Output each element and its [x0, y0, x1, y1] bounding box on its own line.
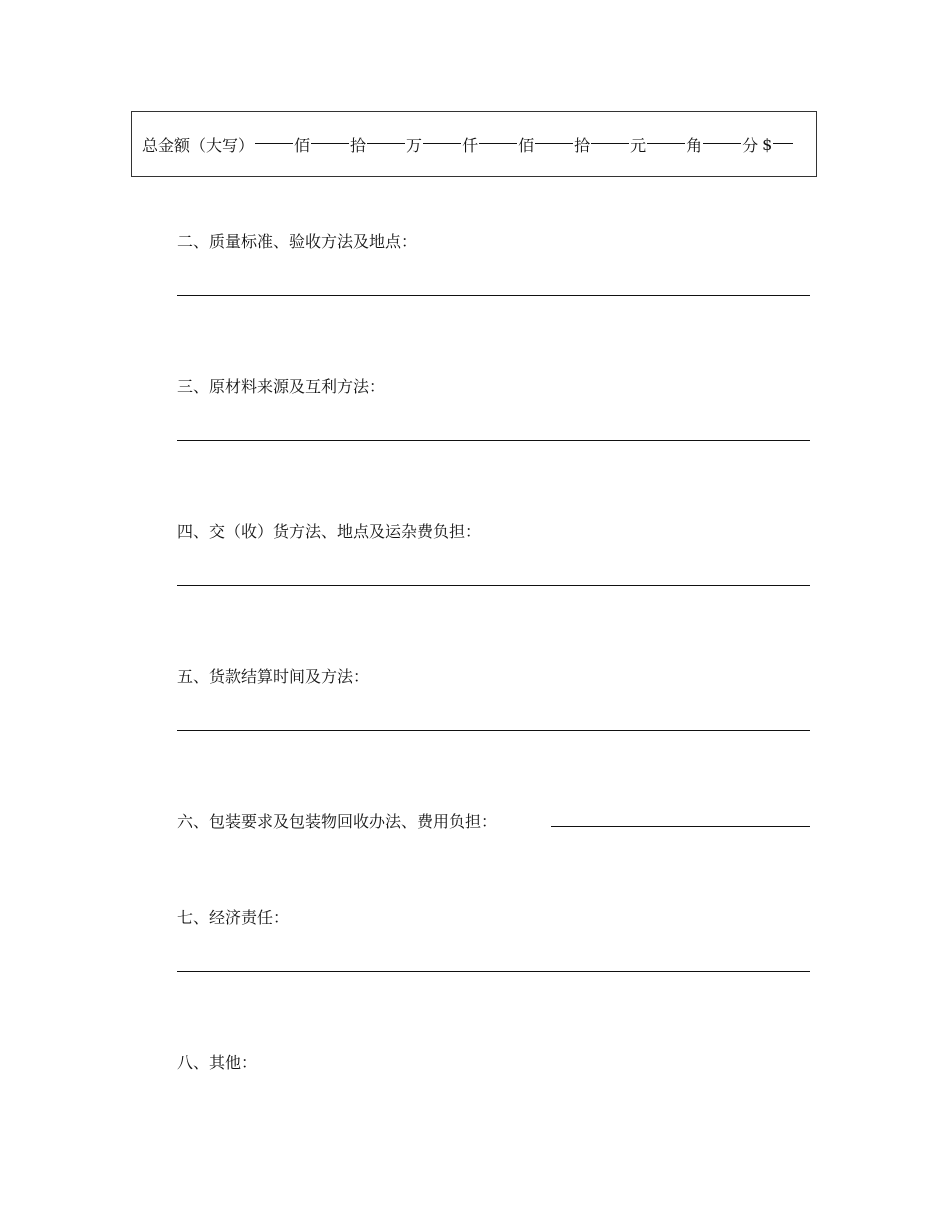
amount-unit-qian: 仟 [462, 135, 479, 155]
amount-unit-shi-1: 拾 [350, 135, 367, 155]
amount-blank-dollar[interactable] [773, 142, 793, 144]
section-delivery-fill-line[interactable] [177, 585, 810, 586]
amount-unit-jiao: 角 [686, 135, 703, 155]
amount-blank-hundred-million[interactable] [255, 142, 293, 144]
section-liability-label: 七、经济责任： [177, 908, 290, 927]
amount-blank-shi[interactable] [535, 142, 573, 144]
amount-unit-bai-1: 佰 [294, 135, 311, 155]
section-payment-fill-line[interactable] [177, 730, 810, 731]
section-materials-label: 三、原材料来源及互利方法： [177, 377, 386, 396]
amount-blank-qian[interactable] [423, 142, 461, 144]
section-quality-label: 二、质量标准、验收方法及地点： [177, 232, 418, 251]
section-packaging-label: 六、包装要求及包装物回收办法、费用负担： [177, 812, 498, 831]
amount-unit-dollar: $ [762, 134, 773, 154]
amount-unit-yuan: 元 [630, 135, 647, 155]
section-delivery-label: 四、交（收）货方法、地点及运杂费负担： [177, 522, 482, 541]
amount-blank-fen[interactable] [703, 142, 741, 144]
section-liability-fill-line[interactable] [177, 971, 810, 972]
amount-blank-yuan[interactable] [591, 142, 629, 144]
amount-blank-jiao[interactable] [647, 142, 685, 144]
amount-unit-wan: 万 [406, 135, 423, 155]
section-payment-label: 五、货款结算时间及方法： [177, 667, 370, 686]
amount-blank-wan[interactable] [367, 142, 405, 144]
total-amount-label: 总金额（大写） [142, 135, 255, 155]
amount-blank-bai[interactable] [479, 142, 517, 144]
amount-unit-fen: 分 [742, 135, 759, 155]
amount-blank-ten-million[interactable] [311, 142, 349, 144]
total-amount-box [131, 111, 817, 177]
section-other-label: 八、其他： [177, 1053, 258, 1072]
section-quality-fill-line[interactable] [177, 295, 810, 296]
section-packaging-fill-line[interactable] [551, 826, 810, 827]
amount-unit-shi-2: 拾 [574, 135, 591, 155]
amount-unit-bai-2: 佰 [518, 135, 535, 155]
section-materials-fill-line[interactable] [177, 440, 810, 441]
